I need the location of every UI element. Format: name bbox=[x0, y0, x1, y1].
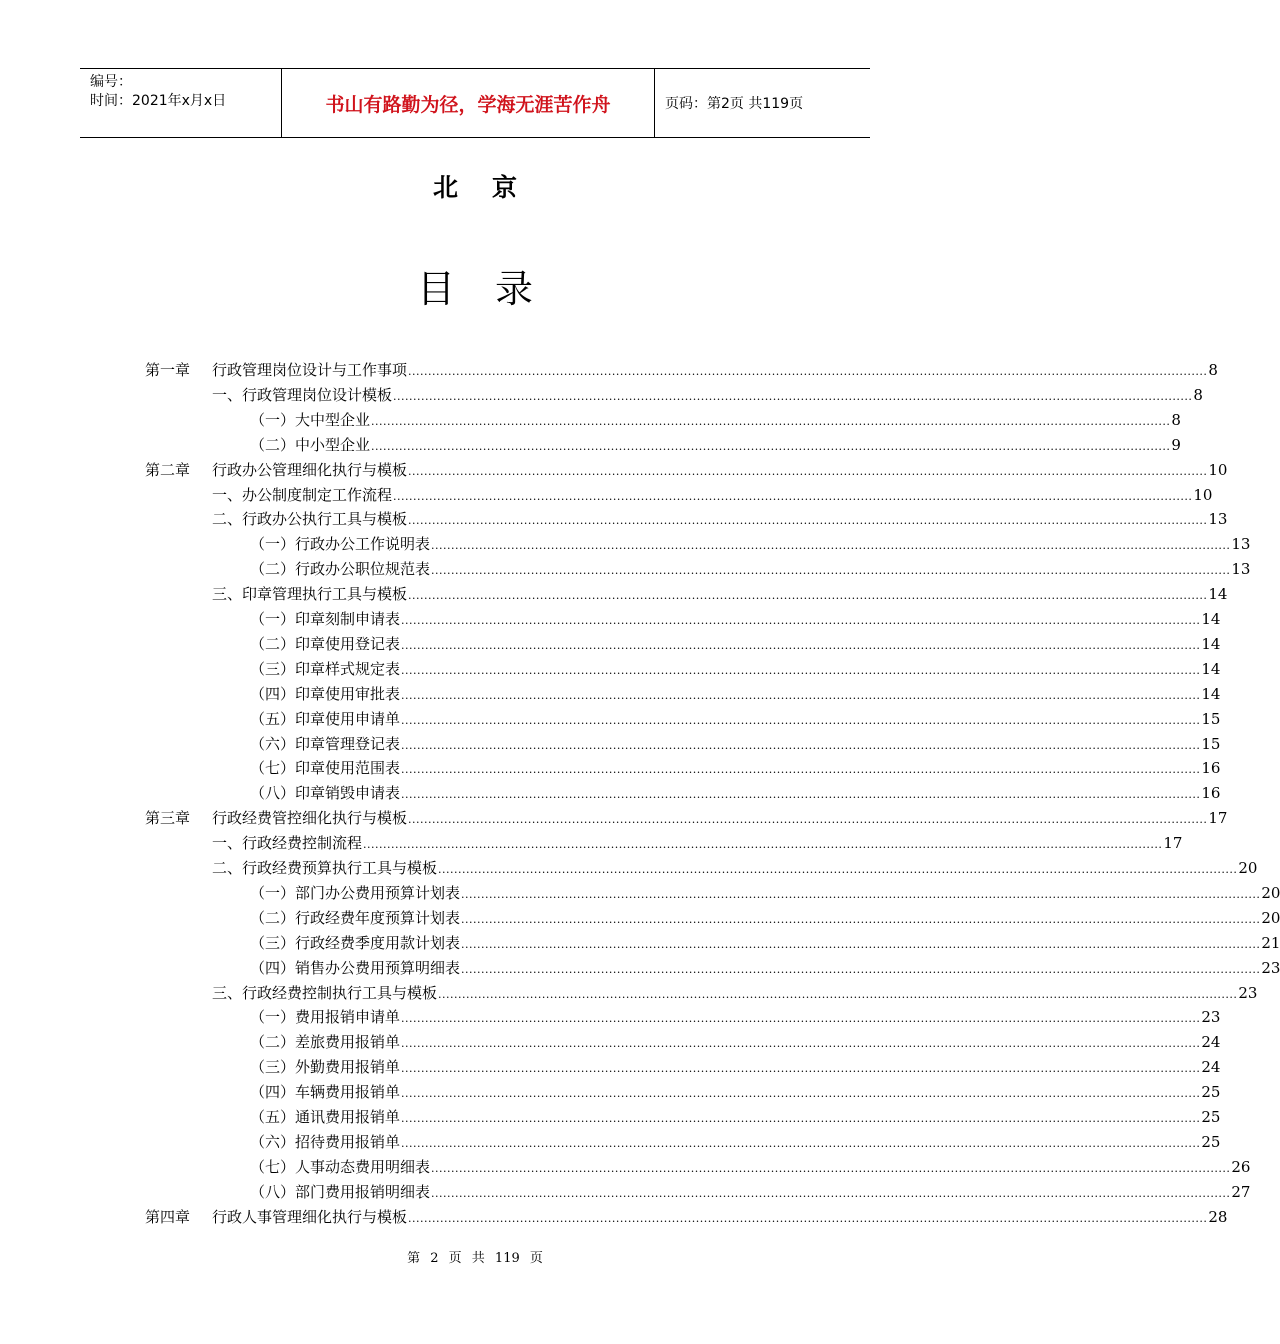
toc-leader-dots: ........................................................................................................................................................................................................ bbox=[408, 514, 1208, 528]
toc-entry[interactable] bbox=[250, 906, 1280, 930]
toc-page-number: 23 bbox=[1201, 1008, 1221, 1027]
toc-entry-label bbox=[250, 781, 400, 805]
toc-chapter-number: 第二章 bbox=[145, 460, 191, 479]
toc-entry[interactable] bbox=[250, 931, 1280, 955]
time-label: 时间：2021年x月x日 bbox=[90, 93, 227, 109]
toc-leader-dots: ........................................................................................................................................................................................................ bbox=[401, 1087, 1201, 1101]
toc-page-number: 27 bbox=[1231, 1182, 1251, 1201]
toc-entry-label bbox=[250, 931, 460, 955]
toc-chapter-number: 第四章 bbox=[145, 1207, 191, 1226]
toc-leader-dots: ........................................................................................................................................................................................................ bbox=[401, 638, 1201, 652]
toc-page-number: 25 bbox=[1201, 1083, 1221, 1102]
toc-entry[interactable] bbox=[250, 1155, 1251, 1179]
toc-leader-dots: ........................................................................................................................................................................................................ bbox=[461, 937, 1261, 951]
toc-entry-label bbox=[250, 1130, 400, 1154]
toc-entry[interactable] bbox=[250, 632, 1221, 656]
toc-chapter-number: 第一章 bbox=[145, 361, 191, 379]
toc-leader-dots: ........................................................................................................................................................................................................ bbox=[393, 489, 1193, 503]
toc-entry[interactable] bbox=[212, 507, 1228, 531]
toc-entry[interactable] bbox=[250, 408, 1181, 432]
toc-entry-label bbox=[250, 682, 400, 706]
toc-entry-label bbox=[250, 1155, 430, 1179]
toc-entry[interactable] bbox=[250, 1030, 1221, 1054]
toc-leader-dots: ........................................................................................................................................................................................................ bbox=[408, 813, 1208, 827]
toc-entry[interactable] bbox=[212, 483, 1213, 507]
toc-page-number: 8 bbox=[1193, 385, 1203, 404]
toc-entry-text: （三）印章样式规定表 bbox=[250, 659, 401, 678]
toc-entry-text: 三、印章管理执行工具与模板 bbox=[212, 585, 408, 604]
toc-entry[interactable] bbox=[250, 1130, 1221, 1154]
toc-leader-dots: ........................................................................................................................................................................................................ bbox=[401, 1012, 1201, 1026]
toc-leader-dots: ........................................................................................................................................................................................................ bbox=[431, 539, 1231, 553]
toc-entry-text: （二）行政办公职位规范表 bbox=[250, 560, 431, 579]
toc-entry-text: 三、行政经费控制执行工具与模板 bbox=[212, 983, 438, 1002]
toc-entry-text: （一）印章刻制申请表 bbox=[250, 610, 401, 628]
toc-entry-text: 行政办公管理细化执行与模板 bbox=[212, 460, 408, 479]
toc-entry-text: （八）印章销毁申请表 bbox=[250, 784, 401, 803]
toc-leader-dots: ........................................................................................................................................................................................................ bbox=[401, 763, 1201, 777]
toc-entry[interactable] bbox=[250, 657, 1221, 681]
toc-entry-label bbox=[250, 532, 430, 556]
toc-page-number: 23 bbox=[1261, 958, 1280, 977]
toc-entry-label bbox=[250, 557, 430, 581]
toc-leader-dots: ........................................................................................................................................................................................................ bbox=[431, 564, 1231, 578]
toc-entry-text: （五）通讯费用报销单 bbox=[250, 1108, 401, 1126]
toc-entry-text: 行政人事管理细化执行与模板 bbox=[212, 1207, 408, 1226]
toc-page-number: 20 bbox=[1261, 908, 1280, 927]
toc-leader-dots: ........................................................................................................................................................................................................ bbox=[401, 663, 1201, 677]
toc-page-number: 15 bbox=[1201, 734, 1221, 753]
toc-entry[interactable] bbox=[212, 831, 1183, 855]
toc-entry-label bbox=[145, 358, 407, 382]
toc-leader-dots: ........................................................................................................................................................................................................ bbox=[438, 863, 1238, 876]
toc-entry-text: （一）大中型企业 bbox=[250, 410, 371, 429]
toc-entry-label bbox=[145, 1205, 407, 1229]
toc-leader-dots: ........................................................................................................................................................................................................ bbox=[401, 614, 1201, 627]
toc-entry-label bbox=[212, 856, 437, 880]
toc-entry-text: （三）外勤费用报销单 bbox=[250, 1058, 401, 1077]
toc-leader-dots: ........................................................................................................................................................................................................ bbox=[438, 987, 1238, 1001]
toc-page-number: 9 bbox=[1171, 435, 1181, 454]
toc-leader-dots: ........................................................................................................................................................................................................ bbox=[431, 1186, 1231, 1200]
toc-page-number: 20 bbox=[1261, 883, 1280, 902]
toc-entry[interactable] bbox=[212, 383, 1203, 407]
toc-entry-text: （四）车辆费用报销单 bbox=[250, 1083, 401, 1102]
toc-page-number: 14 bbox=[1201, 634, 1221, 653]
toc-page-number: 14 bbox=[1201, 659, 1221, 678]
toc-leader-dots: ........................................................................................................................................................................................................ bbox=[431, 1161, 1231, 1175]
toc-page-number: 17 bbox=[1163, 834, 1183, 853]
toc-page-number: 16 bbox=[1201, 759, 1221, 778]
toc-leader-dots: ........................................................................................................................................................................................................ bbox=[371, 414, 1171, 428]
toc-page-number: 15 bbox=[1201, 709, 1221, 728]
toc-entry-text: （二）中小型企业 bbox=[250, 435, 371, 454]
toc-page-number: 8 bbox=[1208, 361, 1218, 379]
toc-entry-text: 一、行政管理岗位设计模板 bbox=[212, 385, 393, 404]
toc-entry-label bbox=[250, 1105, 400, 1129]
toc-leader-dots: ........................................................................................................................................................................................................ bbox=[461, 887, 1261, 901]
toc-leader-dots: ........................................................................................................................................................................................................ bbox=[401, 688, 1201, 702]
toc-entry[interactable] bbox=[145, 806, 1228, 830]
toc-entry-text: （四）销售办公费用预算明细表 bbox=[250, 958, 461, 977]
toc-leader-dots: ........................................................................................................................................................................................................ bbox=[401, 788, 1201, 802]
header-meta bbox=[80, 69, 282, 137]
toc-entry-text: 行政管理岗位设计与工作事项 bbox=[212, 361, 408, 379]
toc-page-number: 13 bbox=[1231, 535, 1251, 554]
toc-leader-dots: ........................................................................................................................................................................................................ bbox=[363, 838, 1163, 852]
toc-entry-text: （一）部门办公费用预算计划表 bbox=[250, 883, 461, 902]
toc-leader-dots: ........................................................................................................................................................................................................ bbox=[408, 589, 1208, 603]
toc-entry-label bbox=[250, 632, 400, 656]
toc-entry-label bbox=[250, 433, 370, 457]
toc-entry[interactable] bbox=[250, 881, 1280, 905]
toc-entry[interactable] bbox=[212, 856, 1258, 880]
toc-entry-text: （七）人事动态费用明细表 bbox=[250, 1157, 431, 1176]
toc-page-number: 14 bbox=[1201, 684, 1221, 703]
toc-entry-text: （二）行政经费年度预算计划表 bbox=[250, 908, 461, 927]
toc-entry[interactable] bbox=[250, 557, 1251, 581]
header-page-info: 页码：第2页 共119页 bbox=[665, 96, 804, 112]
toc-page-number: 14 bbox=[1208, 585, 1228, 604]
header-motto: 书山有路勤为径，学海无涯苦作舟 bbox=[282, 69, 655, 137]
toc-leader-dots: ........................................................................................................................................................................................................ bbox=[401, 1136, 1201, 1150]
toc-entry-label bbox=[250, 956, 460, 980]
toc-page-number: 14 bbox=[1201, 610, 1221, 628]
toc-entry-text: （三）行政经费季度用款计划表 bbox=[250, 933, 461, 952]
toc-page-number: 26 bbox=[1231, 1157, 1251, 1176]
toc-leader-dots: ........................................................................................................................................................................................................ bbox=[401, 1037, 1201, 1051]
toc-page-number: 17 bbox=[1208, 809, 1228, 828]
toc-entry[interactable] bbox=[250, 433, 1181, 457]
toc-entry-label bbox=[212, 483, 392, 507]
toc-entry[interactable] bbox=[250, 756, 1221, 780]
toc-entry-label bbox=[250, 906, 460, 930]
toc-entry[interactable] bbox=[250, 781, 1221, 805]
toc-entry-label bbox=[250, 607, 400, 631]
toc-entry-label bbox=[250, 707, 400, 731]
toc-entry-text: （一）费用报销申请单 bbox=[250, 1008, 401, 1027]
toc-page-number: 10 bbox=[1193, 485, 1213, 504]
toc-entry-label bbox=[250, 1030, 400, 1054]
toc-page-number: 24 bbox=[1201, 1058, 1221, 1077]
toc-entry-label bbox=[250, 408, 370, 432]
toc-entry-text: （四）印章使用审批表 bbox=[250, 684, 401, 703]
toc-leader-dots: ........................................................................................................................................................................................................ bbox=[461, 912, 1261, 926]
toc-entry[interactable] bbox=[250, 1005, 1221, 1029]
toc-entry-label bbox=[212, 582, 407, 606]
toc-entry-label bbox=[212, 831, 362, 855]
toc-entry[interactable] bbox=[250, 732, 1221, 756]
toc-entry[interactable] bbox=[250, 707, 1221, 731]
toc-entry-label bbox=[145, 806, 407, 830]
toc-entry-label bbox=[145, 458, 407, 482]
toc-entry[interactable] bbox=[250, 956, 1280, 980]
toc-entry-label bbox=[250, 756, 400, 780]
toc-leader-dots: ........................................................................................................................................................................................................ bbox=[401, 1062, 1201, 1076]
toc-page-number: 16 bbox=[1201, 784, 1221, 803]
toc-page-number: 13 bbox=[1231, 560, 1251, 579]
toc-entry-text: （六）招待费用报销单 bbox=[250, 1132, 401, 1151]
toc-page-number: 28 bbox=[1208, 1207, 1228, 1226]
toc-entry[interactable] bbox=[145, 458, 1228, 482]
toc-page-number: 25 bbox=[1201, 1108, 1221, 1126]
toc-entry-text: 一、行政经费控制流程 bbox=[212, 834, 363, 853]
page-header bbox=[80, 68, 870, 138]
toc-entry[interactable] bbox=[250, 1180, 1251, 1204]
toc-leader-dots: ........................................................................................................................................................................................................ bbox=[408, 464, 1208, 478]
toc-entry-label bbox=[250, 881, 460, 905]
toc-entry[interactable] bbox=[250, 1080, 1221, 1104]
toc-page-number: 10 bbox=[1208, 460, 1228, 479]
toc-title: 目录 bbox=[416, 267, 573, 311]
toc-entry-text: （一）行政办公工作说明表 bbox=[250, 535, 431, 554]
toc-leader-dots: ........................................................................................................................................................................................................ bbox=[408, 1211, 1208, 1225]
toc-entry[interactable] bbox=[250, 1055, 1221, 1079]
toc-entry[interactable] bbox=[212, 582, 1228, 606]
toc-page-number: 23 bbox=[1238, 983, 1258, 1002]
toc-page-number: 20 bbox=[1238, 859, 1258, 877]
toc-entry-label bbox=[212, 981, 437, 1005]
toc-entry-text: （二）差旅费用报销单 bbox=[250, 1033, 401, 1052]
toc-leader-dots: ........................................................................................................................................................................................................ bbox=[393, 389, 1193, 403]
toc-entry-label bbox=[212, 383, 392, 407]
toc-entry-text: 二、行政办公执行工具与模板 bbox=[212, 510, 408, 529]
toc-leader-dots: ........................................................................................................................................................................................................ bbox=[408, 365, 1208, 378]
toc-entry-text: （五）印章使用申请单 bbox=[250, 709, 401, 728]
toc-entry[interactable] bbox=[250, 682, 1221, 706]
toc-chapter-number: 第三章 bbox=[145, 809, 191, 828]
toc-entry[interactable] bbox=[250, 532, 1251, 556]
city-title: 北京 bbox=[432, 173, 551, 202]
toc-leader-dots: ........................................................................................................................................................................................................ bbox=[371, 439, 1171, 453]
toc-leader-dots: ........................................................................................................................................................................................................ bbox=[401, 738, 1201, 752]
toc-entry-label bbox=[212, 507, 407, 531]
toc-entry-text: 行政经费管控细化执行与模板 bbox=[212, 809, 408, 828]
toc-entry-label bbox=[250, 1005, 400, 1029]
toc-entry-text: （八）部门费用报销明细表 bbox=[250, 1182, 431, 1201]
toc-entry-label bbox=[250, 1055, 400, 1079]
page-footer: 第 2 页 共 119 页 bbox=[407, 1251, 543, 1266]
toc-entry[interactable] bbox=[145, 1205, 1228, 1229]
toc-entry-text: （七）印章使用范围表 bbox=[250, 759, 401, 778]
toc-entry[interactable] bbox=[250, 607, 1221, 631]
toc-entry[interactable] bbox=[212, 981, 1258, 1005]
toc-page-number: 25 bbox=[1201, 1132, 1221, 1151]
toc-page-number: 13 bbox=[1208, 510, 1228, 529]
number-label: 编号： bbox=[90, 74, 132, 90]
toc-page-number: 8 bbox=[1171, 410, 1181, 429]
toc-entry-label bbox=[250, 732, 400, 756]
toc-entry-text: （二）印章使用登记表 bbox=[250, 634, 401, 653]
toc-entry-label bbox=[250, 1080, 400, 1104]
toc-entry-text: （六）印章管理登记表 bbox=[250, 734, 401, 753]
toc-entry-text: 一、办公制度制定工作流程 bbox=[212, 485, 393, 504]
toc-leader-dots: ........................................................................................................................................................................................................ bbox=[461, 962, 1261, 976]
toc-page-number: 24 bbox=[1201, 1033, 1221, 1052]
toc-leader-dots: ........................................................................................................................................................................................................ bbox=[401, 1112, 1201, 1125]
toc-entry-label bbox=[250, 657, 400, 681]
toc-leader-dots: ........................................................................................................................................................................................................ bbox=[401, 713, 1201, 727]
toc-entry[interactable] bbox=[145, 358, 1218, 382]
toc-entry-text: 二、行政经费预算执行工具与模板 bbox=[212, 859, 438, 877]
toc-entry-label bbox=[250, 1180, 430, 1204]
toc-entry[interactable] bbox=[250, 1105, 1221, 1129]
toc-page-number: 21 bbox=[1261, 933, 1280, 952]
